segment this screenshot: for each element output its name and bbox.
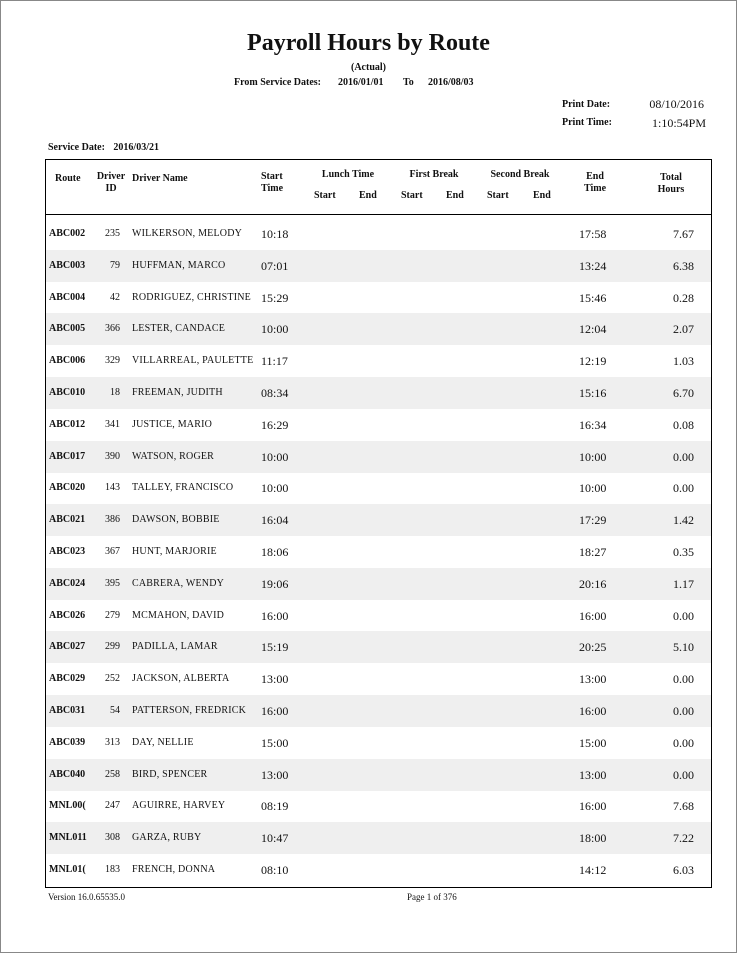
table-row [46, 218, 711, 250]
end-time-cell: 10:00 [579, 481, 607, 495]
end-time-cell: 15:00 [579, 736, 607, 750]
route-cell: ABC010 [49, 387, 86, 398]
driver-id-cell: 366 [105, 323, 120, 334]
end-time-cell: 17:29 [579, 513, 607, 527]
driver-id-cell: 183 [105, 864, 120, 875]
start-time-cell: 13:00 [261, 672, 289, 686]
total-hours-cell: 0.08 [673, 418, 694, 432]
table-row [46, 600, 711, 632]
driver-name-cell: VILLARREAL, PAULETTE [132, 355, 254, 366]
table-row [46, 695, 711, 727]
driver-name-cell: MCMAHON, DAVID [132, 610, 225, 621]
col-lunch-start: Start [314, 190, 336, 201]
total-hours-cell: 1.42 [673, 513, 694, 527]
end-time-cell: 20:16 [579, 577, 607, 591]
table-row [46, 282, 711, 314]
table-row [46, 536, 711, 568]
end-time-cell: 13:00 [579, 768, 607, 782]
driver-name-cell: DAY, NELLIE [132, 737, 194, 748]
route-cell: ABC024 [49, 578, 86, 589]
start-time-cell: 18:06 [261, 545, 289, 559]
total-hours-cell: 1.03 [673, 354, 694, 368]
driver-id-cell: 395 [105, 578, 120, 589]
route-cell: ABC031 [49, 705, 86, 716]
service-date [48, 142, 159, 153]
driver-name-cell: HUNT, MARJORIE [132, 546, 217, 557]
end-time-cell: 15:46 [579, 291, 607, 305]
table-row [46, 759, 711, 791]
table-row [46, 250, 711, 282]
col-total-hours-line1: Total [660, 172, 682, 183]
start-time-cell: 10:00 [261, 322, 289, 336]
to-label: To [403, 77, 414, 88]
route-cell: ABC017 [49, 451, 86, 462]
route-cell: ABC039 [49, 737, 86, 748]
col-lunch-end: End [359, 190, 377, 201]
start-time-cell: 10:47 [261, 831, 289, 845]
end-time-cell: 15:16 [579, 386, 607, 400]
table-row [46, 345, 711, 377]
driver-name-cell: PADILLA, LAMAR [132, 641, 218, 652]
driver-id-cell: 386 [105, 514, 120, 525]
print-time-value: 1:10:54PM [651, 116, 706, 130]
driver-id-cell: 279 [105, 610, 120, 621]
end-time-cell: 18:27 [579, 545, 607, 559]
start-time-cell: 16:00 [261, 704, 289, 718]
total-hours-cell: 0.00 [673, 481, 694, 495]
driver-name-cell: WATSON, ROGER [132, 451, 215, 462]
table-row [46, 409, 711, 441]
driver-id-cell: 79 [110, 260, 120, 271]
table-row [46, 313, 711, 345]
payroll-table [45, 159, 712, 888]
total-hours-cell: 0.00 [673, 450, 694, 464]
total-hours-cell: 7.68 [673, 799, 694, 813]
service-date-label: Service Date: [48, 142, 105, 153]
end-time-cell: 13:24 [579, 259, 607, 273]
end-time-cell: 16:34 [579, 418, 607, 432]
col-start-time-line2: Time [261, 183, 284, 194]
total-hours-cell: 2.07 [673, 322, 694, 336]
route-cell: MNL01( [49, 864, 86, 875]
service-date-value: 2016/03/21 [113, 142, 159, 153]
driver-id-cell: 42 [110, 292, 120, 303]
driver-id-cell: 54 [110, 705, 120, 716]
col-second-break-end: End [533, 190, 551, 201]
driver-name-cell: LESTER, CANDACE [132, 323, 225, 334]
from-date: 2016/01/01 [338, 77, 384, 88]
start-time-cell: 15:00 [261, 736, 289, 750]
start-time-cell: 07:01 [261, 259, 289, 273]
end-time-cell: 12:04 [579, 322, 607, 336]
driver-id-cell: 390 [105, 451, 120, 462]
driver-name-cell: TALLEY, FRANCISCO [132, 482, 234, 493]
driver-name-cell: JUSTICE, MARIO [132, 419, 213, 430]
table-row [46, 472, 711, 504]
col-first-break-end: End [446, 190, 464, 201]
total-hours-cell: 0.00 [673, 609, 694, 623]
driver-id-cell: 308 [105, 832, 120, 843]
driver-id-cell: 252 [105, 673, 120, 684]
report-title: Payroll Hours by Route [247, 30, 490, 56]
table-row [46, 663, 711, 695]
total-hours-cell: 0.00 [673, 672, 694, 686]
end-time-cell: 12:19 [579, 354, 607, 368]
route-cell: ABC021 [49, 514, 86, 525]
col-first-break: First Break [409, 169, 459, 180]
driver-name-cell: PATTERSON, FREDRICK [132, 705, 247, 716]
route-cell: ABC003 [49, 260, 86, 271]
from-label: From Service Dates: [234, 77, 322, 88]
driver-name-cell: FREEMAN, JUDITH [132, 387, 223, 398]
end-time-cell: 18:00 [579, 831, 607, 845]
total-hours-cell: 7.67 [673, 227, 694, 241]
total-hours-cell: 0.35 [673, 545, 694, 559]
total-hours-cell: 7.22 [673, 831, 694, 845]
route-cell: ABC027 [49, 641, 86, 652]
total-hours-cell: 6.70 [673, 386, 694, 400]
end-time-cell: 16:00 [579, 609, 607, 623]
driver-id-cell: 313 [105, 737, 120, 748]
total-hours-cell: 0.00 [673, 736, 694, 750]
route-cell: ABC040 [49, 769, 86, 780]
start-time-cell: 16:00 [261, 609, 289, 623]
driver-id-cell: 235 [105, 228, 120, 239]
driver-name-cell: FRENCH, DONNA [132, 864, 216, 875]
col-driver-name: Driver Name [132, 173, 188, 184]
start-time-cell: 10:00 [261, 450, 289, 464]
route-cell: ABC026 [49, 610, 86, 621]
end-time-cell: 17:58 [579, 227, 607, 241]
end-time-cell: 10:00 [579, 450, 607, 464]
driver-id-cell: 367 [105, 546, 120, 557]
col-end-time-line2: Time [583, 183, 607, 194]
to-date: 2016/08/03 [428, 77, 474, 88]
print-date-value: 08/10/2016 [649, 97, 704, 111]
driver-name-cell: CABRERA, WENDY [132, 578, 225, 589]
table-row [46, 822, 711, 854]
start-time-cell: 10:18 [261, 227, 289, 241]
total-hours-cell: 0.00 [673, 704, 694, 718]
table-row [46, 504, 711, 536]
total-hours-cell: 1.17 [673, 577, 694, 591]
start-time-cell: 08:19 [261, 799, 289, 813]
start-time-cell: 15:29 [261, 291, 289, 305]
route-cell: MNL00( [49, 800, 86, 811]
route-cell: ABC020 [49, 482, 86, 493]
driver-id-cell: 341 [105, 419, 120, 430]
start-time-cell: 16:29 [261, 418, 289, 432]
driver-name-cell: HUFFMAN, MARCO [132, 260, 226, 271]
route-cell: ABC029 [49, 673, 86, 684]
footer-version: Version 16.0.65535.0 [48, 892, 125, 902]
route-cell: ABC005 [49, 323, 86, 334]
table-row [46, 441, 711, 473]
col-driver-id-line2: ID [105, 183, 117, 194]
print-time-label: Print Time: [562, 117, 612, 128]
footer-page-number: Page 1 of 376 [407, 892, 457, 902]
driver-id-cell: 18 [110, 387, 120, 398]
route-cell: ABC004 [49, 292, 86, 303]
total-hours-cell: 5.10 [673, 640, 694, 654]
table-row [46, 854, 711, 886]
driver-name-cell: GARZA, RUBY [132, 832, 202, 843]
end-time-cell: 20:25 [579, 640, 607, 654]
col-end-time-line1: End [586, 171, 604, 182]
total-hours-cell: 0.28 [673, 291, 694, 305]
start-time-cell: 10:00 [261, 481, 289, 495]
table-row [46, 377, 711, 409]
col-second-break: Second Break [490, 169, 550, 180]
start-time-cell: 19:06 [261, 577, 289, 591]
col-second-break-start: Start [487, 190, 509, 201]
col-first-break-start: Start [401, 190, 423, 201]
driver-id-cell: 143 [105, 482, 120, 493]
driver-name-cell: AGUIRRE, HARVEY [132, 800, 226, 811]
route-cell: ABC023 [49, 546, 86, 557]
route-cell: MNL011 [49, 832, 87, 843]
driver-name-cell: RODRIGUEZ, CHRISTINE [132, 292, 251, 303]
table-row [46, 568, 711, 600]
header-divider [46, 214, 711, 215]
route-cell: ABC012 [49, 419, 86, 430]
table-row [46, 790, 711, 822]
print-date-label: Print Date: [562, 99, 611, 110]
end-time-cell: 14:12 [579, 863, 607, 877]
col-lunch-time: Lunch Time [321, 169, 375, 180]
start-time-cell: 13:00 [261, 768, 289, 782]
col-start-time-line1: Start [261, 171, 283, 182]
driver-id-cell: 247 [105, 800, 120, 811]
start-time-cell: 08:34 [261, 386, 289, 400]
route-cell: ABC006 [49, 355, 86, 366]
driver-id-cell: 329 [105, 355, 120, 366]
total-hours-cell: 6.03 [673, 863, 694, 877]
driver-name-cell: JACKSON, ALBERTA [132, 673, 230, 684]
start-time-cell: 11:17 [261, 354, 288, 368]
start-time-cell: 16:04 [261, 513, 289, 527]
start-time-cell: 08:10 [261, 863, 289, 877]
col-route: Route [55, 173, 81, 184]
end-time-cell: 16:00 [579, 704, 607, 718]
driver-name-cell: DAWSON, BOBBIE [132, 514, 220, 525]
total-hours-cell: 0.00 [673, 768, 694, 782]
start-time-cell: 15:19 [261, 640, 289, 654]
driver-id-cell: 299 [105, 641, 120, 652]
end-time-cell: 13:00 [579, 672, 607, 686]
col-total-hours-line2: Hours [657, 184, 685, 195]
table-row [46, 631, 711, 663]
total-hours-cell: 6.38 [673, 259, 694, 273]
driver-id-cell: 258 [105, 769, 120, 780]
driver-name-cell: BIRD, SPENCER [132, 769, 208, 780]
route-cell: ABC002 [49, 228, 86, 239]
end-time-cell: 16:00 [579, 799, 607, 813]
table-row [46, 727, 711, 759]
col-driver-id-line1: Driver [96, 171, 126, 182]
driver-name-cell: WILKERSON, MELODY [132, 228, 243, 239]
report-subtitle: (Actual) [351, 62, 386, 73]
